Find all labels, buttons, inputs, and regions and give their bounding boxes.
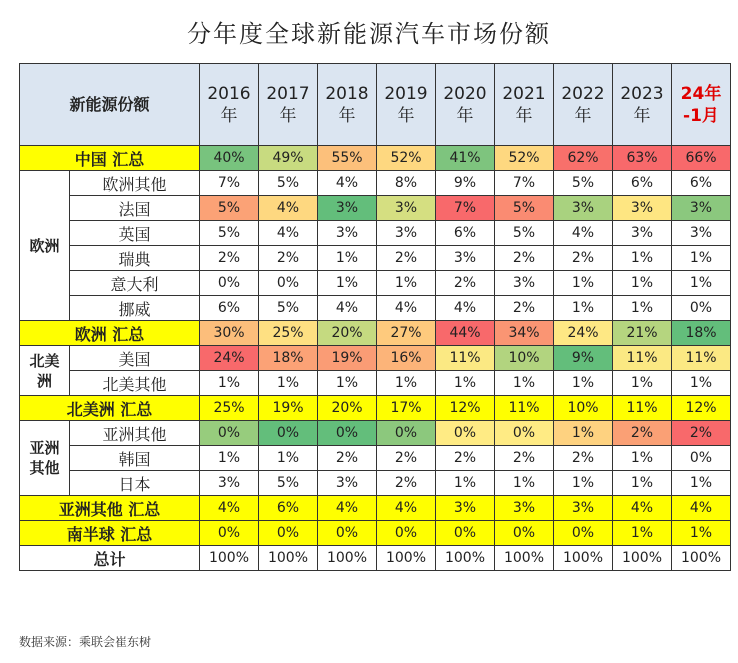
table-row [20,221,731,246]
share-cell: 52% [377,146,436,171]
share-cell: 6% [259,496,318,521]
subregion-label: 意大利 [70,271,200,296]
share-cell: 18% [259,346,318,371]
share-cell: 1% [613,371,672,396]
table-row [20,246,731,271]
share-cell: 8% [377,171,436,196]
share-cell: 3% [318,196,377,221]
share-cell: 5% [200,196,259,221]
subregion-label: 日本 [70,471,200,496]
share-cell: 3% [495,496,554,521]
share-cell: 4% [436,296,495,321]
share-cell: 17% [377,396,436,421]
summary-label: 北美洲 汇总 [20,396,200,421]
share-cell: 0% [377,421,436,446]
share-cell: 2% [613,421,672,446]
share-cell: 19% [318,346,377,371]
share-cell: 4% [259,221,318,246]
share-cell: 63% [613,146,672,171]
share-cell: 40% [200,146,259,171]
share-cell: 2% [377,471,436,496]
header-row [20,64,731,146]
share-cell: 3% [436,246,495,271]
share-cell: 2% [200,246,259,271]
share-cell: 41% [436,146,495,171]
share-cell: 9% [436,171,495,196]
share-cell: 100% [200,546,259,571]
share-cell: 11% [672,346,731,371]
share-cell: 1% [613,471,672,496]
share-cell: 1% [554,271,613,296]
share-cell: 49% [259,146,318,171]
share-cell: 20% [318,396,377,421]
share-cell: 3% [672,221,731,246]
table-row [20,271,731,296]
share-cell: 1% [554,471,613,496]
share-cell: 5% [495,221,554,246]
share-cell: 1% [318,246,377,271]
share-cell: 4% [318,296,377,321]
share-cell: 2% [436,446,495,471]
summary-label: 欧洲 汇总 [20,321,200,346]
share-cell: 1% [613,271,672,296]
share-cell: 0% [200,421,259,446]
share-cell: 3% [613,221,672,246]
table-row [20,421,731,446]
share-cell: 0% [436,521,495,546]
share-cell: 2% [554,446,613,471]
share-cell: 12% [436,396,495,421]
share-cell: 3% [318,471,377,496]
year-header: 2016 年 [200,64,259,146]
share-cell: 4% [259,196,318,221]
subregion-label: 亚洲其他 [70,421,200,446]
table-row [20,471,731,496]
share-cell: 2% [672,421,731,446]
share-cell: 0% [318,421,377,446]
share-cell: 2% [259,246,318,271]
share-cell: 0% [554,521,613,546]
year-header: 2017 年 [259,64,318,146]
share-cell: 7% [436,196,495,221]
share-cell: 1% [554,296,613,321]
share-cell: 1% [377,271,436,296]
summary-label: 南半球 汇总 [20,521,200,546]
summary-label: 中国 汇总 [20,146,200,171]
share-cell: 3% [495,271,554,296]
share-cell: 1% [436,371,495,396]
share-cell: 0% [200,271,259,296]
share-cell: 21% [613,321,672,346]
subregion-label: 韩国 [70,446,200,471]
year-header: 2023 年 [613,64,672,146]
share-cell: 4% [377,296,436,321]
share-cell: 4% [318,496,377,521]
share-cell: 0% [672,446,731,471]
table-row [20,146,731,171]
share-cell: 5% [259,171,318,196]
table-body [20,146,731,571]
share-cell: 66% [672,146,731,171]
share-cell: 100% [495,546,554,571]
share-cell: 1% [613,246,672,271]
year-header: 2020 年 [436,64,495,146]
share-cell: 4% [554,221,613,246]
share-cell: 1% [554,371,613,396]
subregion-label: 美国 [70,346,200,371]
table-row [20,346,731,371]
share-cell: 1% [613,521,672,546]
share-cell: 2% [495,246,554,271]
share-cell: 2% [554,246,613,271]
table-row [20,296,731,321]
share-cell: 100% [259,546,318,571]
share-cell: 4% [318,171,377,196]
share-cell: 4% [613,496,672,521]
share-cell: 100% [672,546,731,571]
region-label: 欧洲 [20,171,70,321]
share-cell: 7% [200,171,259,196]
share-cell: 0% [377,521,436,546]
share-cell: 24% [554,321,613,346]
share-cell: 3% [672,196,731,221]
total-label: 总计 [20,546,200,571]
share-cell: 2% [436,271,495,296]
subregion-label: 挪威 [70,296,200,321]
share-cell: 3% [318,221,377,246]
share-cell: 3% [436,496,495,521]
subregion-label: 北美其他 [70,371,200,396]
subregion-label: 瑞典 [70,246,200,271]
share-cell: 6% [613,171,672,196]
share-cell: 1% [672,521,731,546]
share-cell: 1% [613,446,672,471]
share-cell: 0% [259,421,318,446]
share-cell: 3% [377,196,436,221]
share-cell: 1% [672,471,731,496]
share-cell: 1% [318,371,377,396]
share-cell: 11% [613,346,672,371]
share-cell: 3% [200,471,259,496]
share-cell: 1% [495,471,554,496]
share-cell: 5% [259,296,318,321]
share-cell: 9% [554,346,613,371]
share-cell: 1% [613,296,672,321]
share-cell: 3% [613,196,672,221]
share-cell: 11% [613,396,672,421]
table-row [20,196,731,221]
share-cell: 55% [318,146,377,171]
share-cell: 44% [436,321,495,346]
year-header: 2018 年 [318,64,377,146]
share-cell: 1% [377,371,436,396]
table-row [20,446,731,471]
share-cell: 3% [554,196,613,221]
share-cell: 3% [377,221,436,246]
share-cell: 12% [672,396,731,421]
share-cell: 24% [200,346,259,371]
page-title: 分年度全球新能源汽车市场份额 [187,20,551,48]
share-cell: 100% [436,546,495,571]
share-cell: 19% [259,396,318,421]
region-label: 北美 洲 [20,346,70,396]
share-cell: 1% [672,271,731,296]
share-cell: 1% [200,446,259,471]
share-cell: 0% [672,296,731,321]
share-cell: 62% [554,146,613,171]
share-cell: 11% [436,346,495,371]
share-cell: 4% [200,496,259,521]
share-cell: 100% [318,546,377,571]
share-cell: 1% [318,271,377,296]
year-header: 24年 -1月 [672,64,731,146]
share-cell: 0% [436,421,495,446]
source-note: 数据来源：乘联会崔东树 [19,635,152,649]
share-cell: 100% [554,546,613,571]
table-row [20,496,731,521]
share-cell: 7% [495,171,554,196]
share-cell: 4% [672,496,731,521]
table-row [20,321,731,346]
share-cell: 2% [318,446,377,471]
share-cell: 5% [259,471,318,496]
share-cell: 1% [259,371,318,396]
share-cell: 2% [377,446,436,471]
share-cell: 2% [495,446,554,471]
share-cell: 100% [377,546,436,571]
year-header: 2019 年 [377,64,436,146]
share-cell: 0% [200,521,259,546]
share-cell: 0% [318,521,377,546]
subregion-label: 英国 [70,221,200,246]
share-cell: 2% [377,246,436,271]
share-cell: 10% [495,346,554,371]
share-cell: 20% [318,321,377,346]
share-cell: 1% [200,371,259,396]
table-row [20,521,731,546]
subregion-label: 法国 [70,196,200,221]
share-cell: 5% [554,171,613,196]
share-cell: 25% [200,396,259,421]
share-cell: 100% [613,546,672,571]
share-cell: 1% [672,246,731,271]
year-header: 2021 年 [495,64,554,146]
share-cell: 25% [259,321,318,346]
subregion-label: 欧洲其他 [70,171,200,196]
share-cell: 6% [436,221,495,246]
summary-label: 亚洲其他 汇总 [20,496,200,521]
share-cell: 1% [259,446,318,471]
share-cell: 1% [672,371,731,396]
share-cell: 5% [495,196,554,221]
table-row [20,171,731,196]
share-cell: 27% [377,321,436,346]
share-cell: 34% [495,321,554,346]
share-cell: 1% [554,421,613,446]
year-header: 2022 年 [554,64,613,146]
region-label: 亚洲 其他 [20,421,70,496]
share-cell: 3% [554,496,613,521]
share-cell: 30% [200,321,259,346]
table-row [20,371,731,396]
share-cell: 52% [495,146,554,171]
share-cell: 6% [672,171,731,196]
share-cell: 1% [436,471,495,496]
share-cell: 16% [377,346,436,371]
share-cell: 0% [495,421,554,446]
share-cell: 11% [495,396,554,421]
table-row [20,396,731,421]
share-cell: 0% [259,271,318,296]
share-cell: 4% [377,496,436,521]
share-cell: 10% [554,396,613,421]
share-cell: 18% [672,321,731,346]
share-cell: 0% [495,521,554,546]
market-share-table [19,63,731,571]
share-cell: 2% [495,296,554,321]
share-cell: 6% [200,296,259,321]
corner-header: 新能源份额 [20,64,200,146]
share-cell: 5% [200,221,259,246]
share-cell: 1% [495,371,554,396]
share-cell: 0% [259,521,318,546]
table-row [20,546,731,571]
